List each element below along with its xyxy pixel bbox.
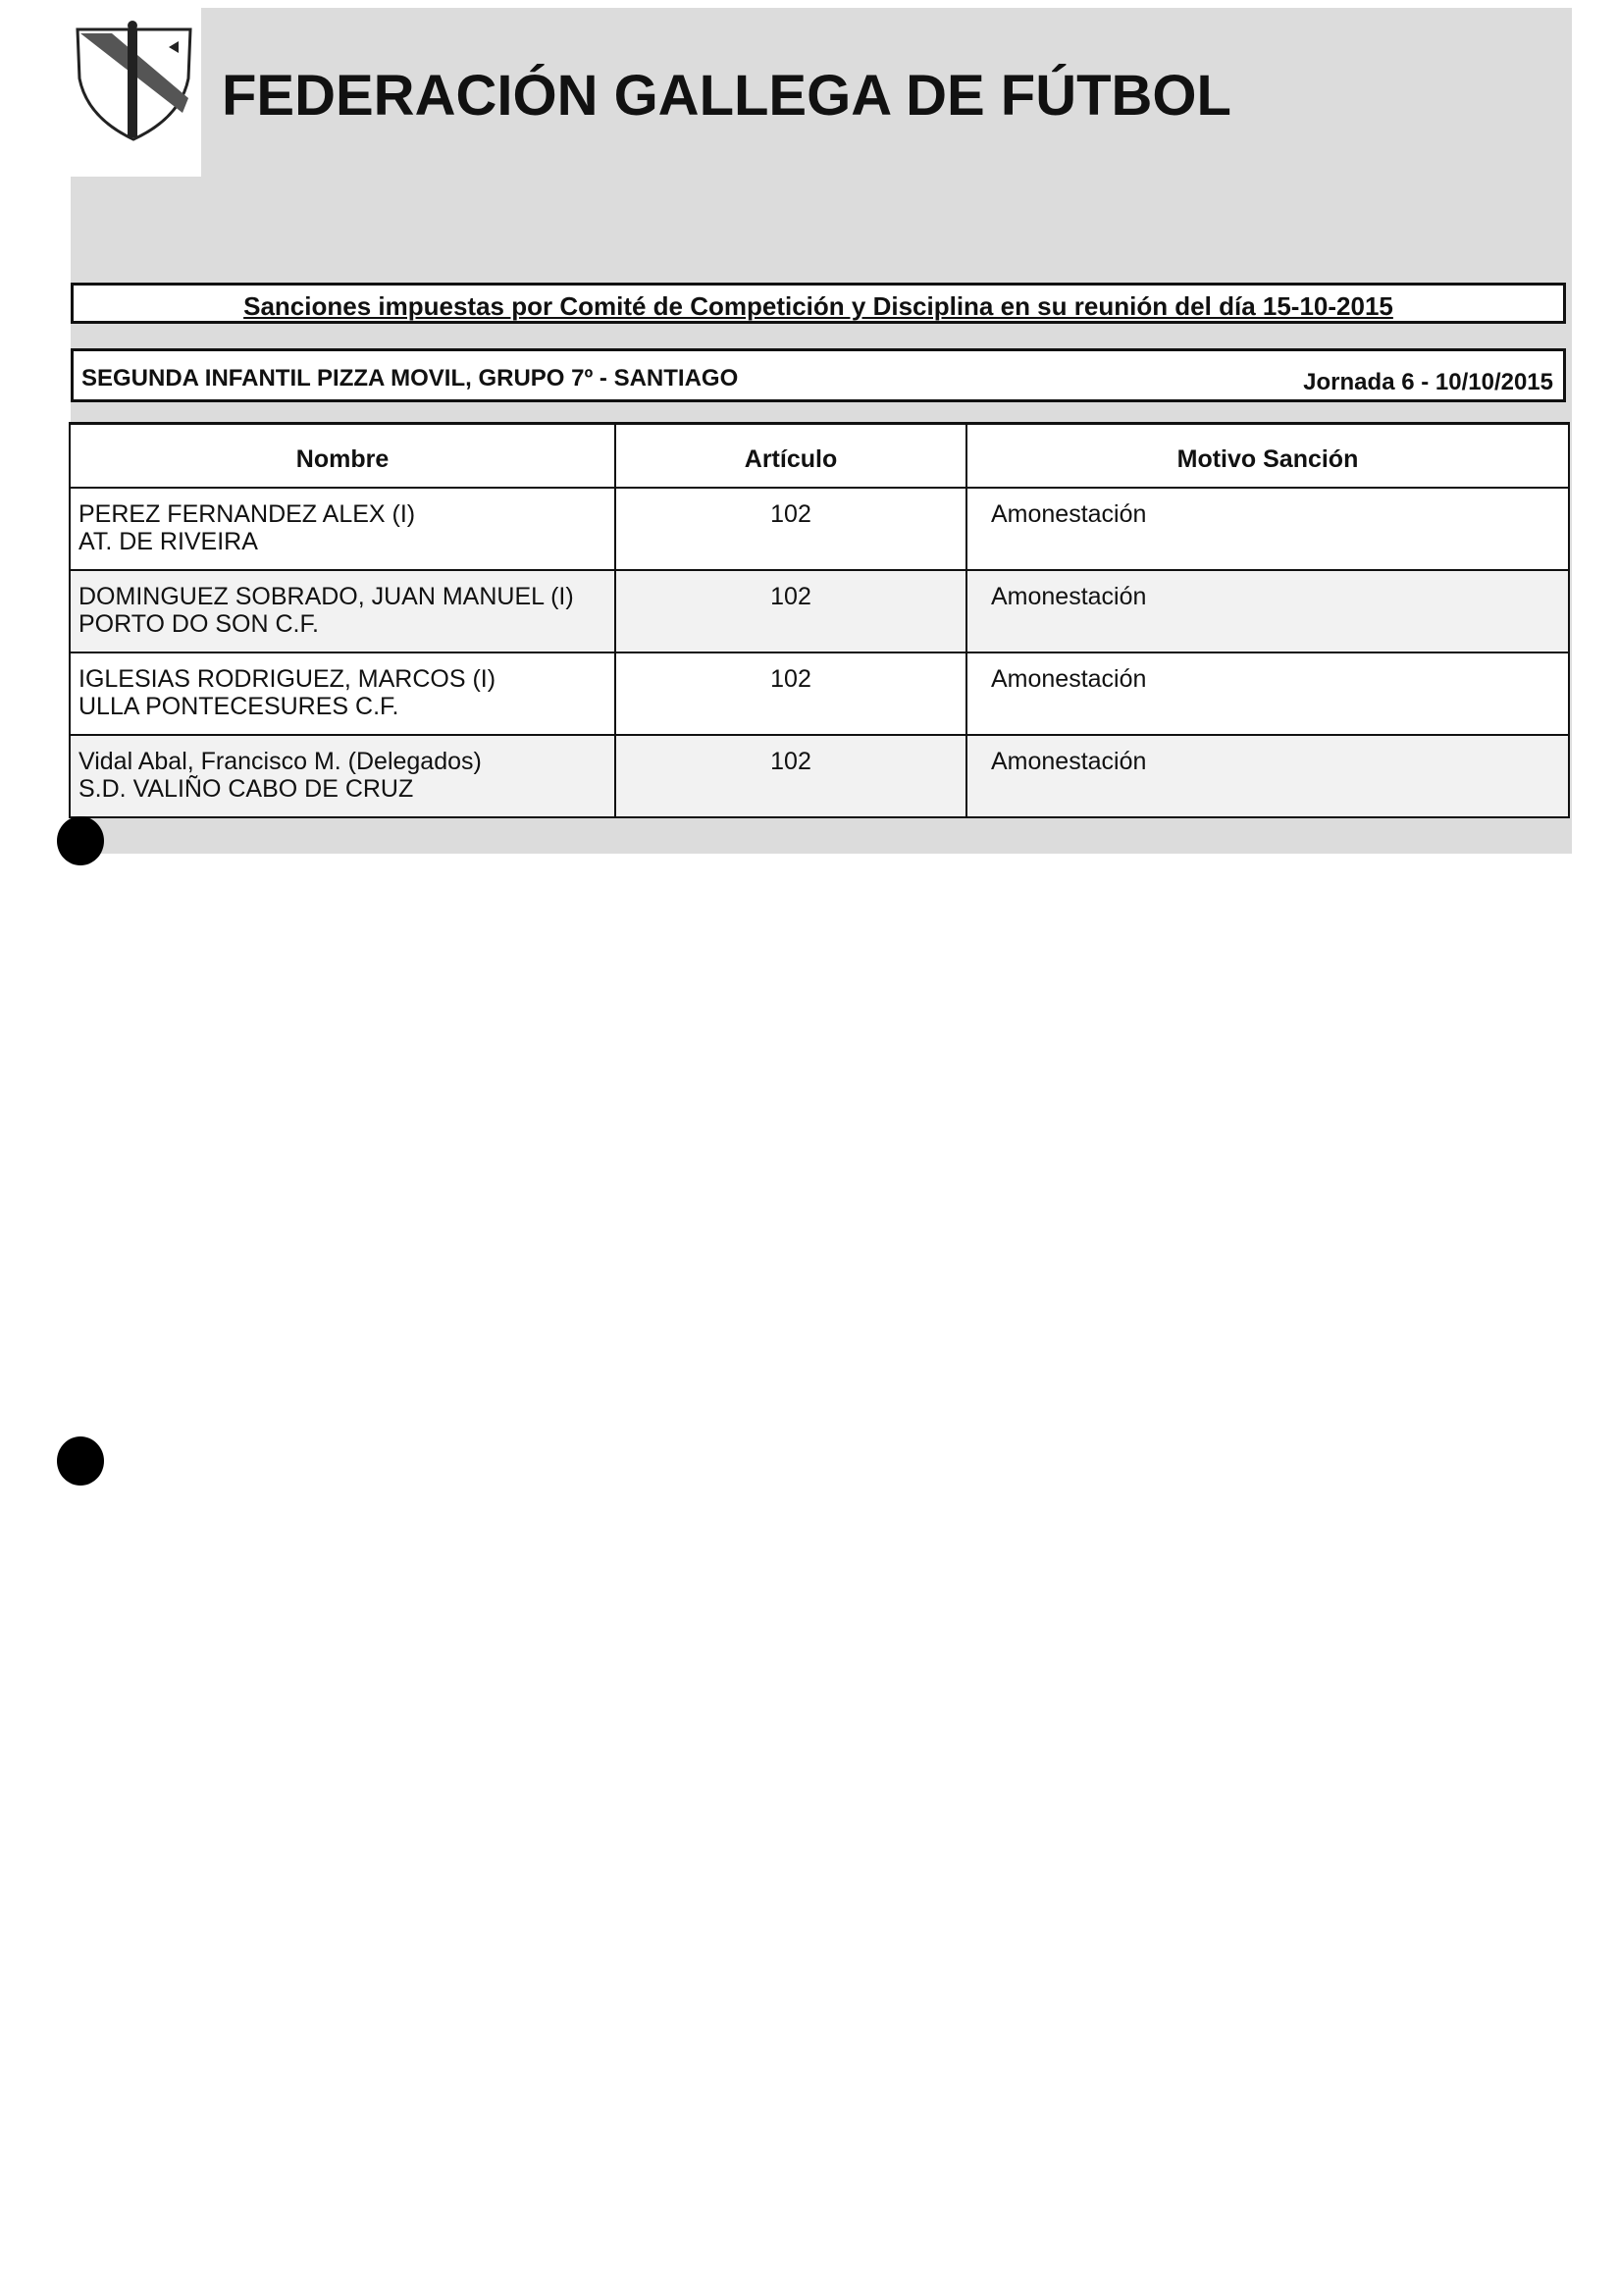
federation-crest-logo: [73, 20, 200, 142]
article-cell: 102: [615, 570, 966, 652]
name-cell: [70, 488, 615, 570]
logo-area: [0, 0, 201, 177]
reason-cell: Amonestación: [966, 488, 1569, 570]
page-title: FEDERACIÓN GALLEGA DE FÚTBOL: [222, 64, 1231, 128]
reason-cell: Amonestación: [966, 570, 1569, 652]
category-name: SEGUNDA INFANTIL PIZZA MOVIL, GRUPO 7º - SANTIAGO: [81, 365, 739, 391]
table-row: [70, 570, 1569, 652]
sanctions-heading: [71, 283, 1566, 324]
name-cell: [70, 735, 615, 817]
table-row: [70, 735, 1569, 817]
name-cell: [70, 652, 615, 735]
reason-cell: Amonestación: [966, 735, 1569, 817]
player-name: DOMINGUEZ SOBRADO, JUAN MANUEL (I): [78, 583, 574, 610]
table-row: [70, 652, 1569, 735]
name-cell: [70, 570, 615, 652]
article-cell: 102: [615, 735, 966, 817]
club-name: PORTO DO SON C.F.: [78, 610, 319, 638]
col-header-name: Nombre: [70, 424, 615, 489]
punch-hole-mark: [57, 1436, 104, 1486]
jornada-date: Jornada 6 - 10/10/2015: [1303, 369, 1553, 395]
player-name: Vidal Abal, Francisco M. (Delegados): [78, 748, 482, 775]
club-name: ULLA PONTECESURES C.F.: [78, 693, 399, 720]
sanctions-heading-text: Sanciones impuestas por Comité de Competición y Disciplina en su reunión del día 15-10-2015: [243, 291, 1393, 321]
col-header-article: Artículo: [615, 424, 966, 489]
table-header-row: [70, 424, 1569, 489]
category-bar: [71, 348, 1566, 402]
sanctions-table: [69, 422, 1570, 818]
player-name: PEREZ FERNANDEZ ALEX (I): [78, 500, 416, 528]
table-row: [70, 488, 1569, 570]
col-header-reason: Motivo Sanción: [966, 424, 1569, 489]
player-name: IGLESIAS RODRIGUEZ, MARCOS (I): [78, 665, 496, 693]
article-cell: 102: [615, 652, 966, 735]
punch-hole-mark: [57, 816, 104, 865]
article-cell: 102: [615, 488, 966, 570]
club-name: AT. DE RIVEIRA: [78, 528, 258, 555]
club-name: S.D. VALIÑO CABO DE CRUZ: [78, 775, 414, 803]
reason-cell: Amonestación: [966, 652, 1569, 735]
